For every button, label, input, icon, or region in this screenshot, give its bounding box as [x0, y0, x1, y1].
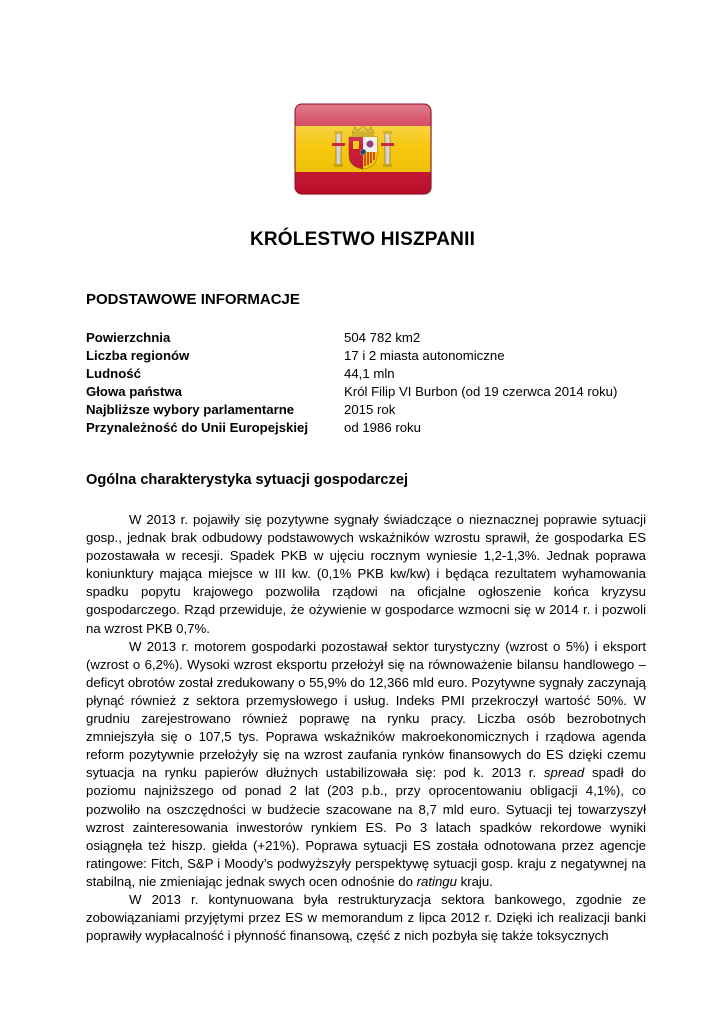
info-label: Ludność	[86, 366, 141, 381]
info-row-elections	[86, 401, 617, 419]
paragraph: W 2013 r. motorem gospodarki pozostawał sektor turystyczny (wzrost o 5%) i eksport (wzrost o 6,2%). Wysoki wzrost eksportu przełożył się na równoważenie bilansu handlowego – deficyt obrotów został zredukowany o 55,9% do 12,366 mld euro. Pozytywne sygnały zaczynają płynąć również z sektora przemysłowego i usług. Indeks PMI przekroczył wartość 50%. W grudniu zarejestrowano również poprawę na rynku pracy. Liczba osób bezrobotnych zmniejszyła się o 107,5 tys. Poprawa wskaźników makroekonomicznych i rządowa agenda reform pozytywnie przełożyły się na wzrost zaufania rynków finansowych do ES dzięki czemu sytuacja na rynku papierów dłużnych ustabilizowała się: pod k. 2013 r. spread spadł do poziomu najniższego od ponad 2 lat (203 p.b., przy oprocentowaniu obligacji 4,1%), co pozwoliło na oszczędności w budżecie szacowane na 8,7 mld euro. Sytuacji tej towarzyszył wzrost zainteresowania inwestorów rynkiem ES. Po 3 latach spadków rekordowe wyniki osiągnęła też hiszp. giełda (+21%). Poprawa sytuacji ES została odnotowana przez agencje ratingowe: Fitch, S&P i Moody’s podwyższyły perspektywę sytuacji gosp. kraju z negatywnej na stabilną, nie zmieniając jednak swych ocen odnośnie do ratingu kraju.	[86, 638, 646, 889]
info-label: Liczba regionów	[86, 348, 190, 363]
spain-flag-icon	[294, 103, 432, 195]
economy-heading: Ogólna charakterystyka sytuacji gospodarczej	[86, 472, 409, 488]
info-label: Głowa państwa	[86, 384, 182, 399]
info-value: 504 782 km2	[344, 330, 421, 345]
info-row-area	[86, 329, 617, 347]
info-row-regions	[86, 347, 617, 365]
paragraph: W 2013 r. kontynuowana była restrukturyzacja sektora bankowego, zgodnie ze zobowiązaniami przyjętymi przez ES w memorandum z lipca 2012 r. Dzięki ich realizacji banki poprawiły wypłacalność i płynność finansową, część z nich pozbyła się także toksycznych	[86, 891, 646, 944]
info-value: Król Filip VI Burbon (od 19 czerwca 2014 roku)	[344, 384, 618, 399]
info-row-eu-membership	[86, 419, 617, 437]
info-label: Powierzchnia	[86, 330, 171, 345]
info-row-population	[86, 365, 617, 383]
basic-info-heading: PODSTAWOWE INFORMACJE	[86, 291, 300, 308]
info-label: Najbliższe wybory parlamentarne	[86, 402, 295, 417]
info-value: 44,1 mln	[344, 366, 395, 381]
info-value: 17 i 2 miasta autonomiczne	[344, 348, 505, 363]
info-value: od 1986 roku	[344, 420, 421, 435]
document-title: KRÓLESTWO HISZPANII	[249, 229, 476, 250]
economy-body	[86, 511, 646, 945]
info-row-head-of-state	[86, 383, 617, 401]
info-label: Przynależność do Unii Europejskiej	[86, 420, 309, 435]
info-value: 2015 rok	[344, 402, 396, 417]
basic-info-table	[86, 329, 617, 437]
paragraph: W 2013 r. pojawiły się pozytywne sygnały świadczące o nieznacznej poprawie sytuacji gosp., jednak brak odbudowy podstawowych wskaźników wzrostu sprawił, że gospodarka ES pozostawała w recesji. Spadek PKB w ujęciu rocznym wyniesie 1,2-1,3%. Jednak poprawa koniunktury mająca miejsce w III kw. (0,1% PKB kw/kw) i będąca rezultatem wyhamowania spadku popytu krajowego pozwoliła rządowi na oficjalne ogłoszenie końca kryzysu gospodarczego. Rząd przewiduje, że ożywienie w gospodarce wzmocni się w 2014 r. i pozwoli na wzrost PKB 0,7%.	[86, 512, 646, 636]
